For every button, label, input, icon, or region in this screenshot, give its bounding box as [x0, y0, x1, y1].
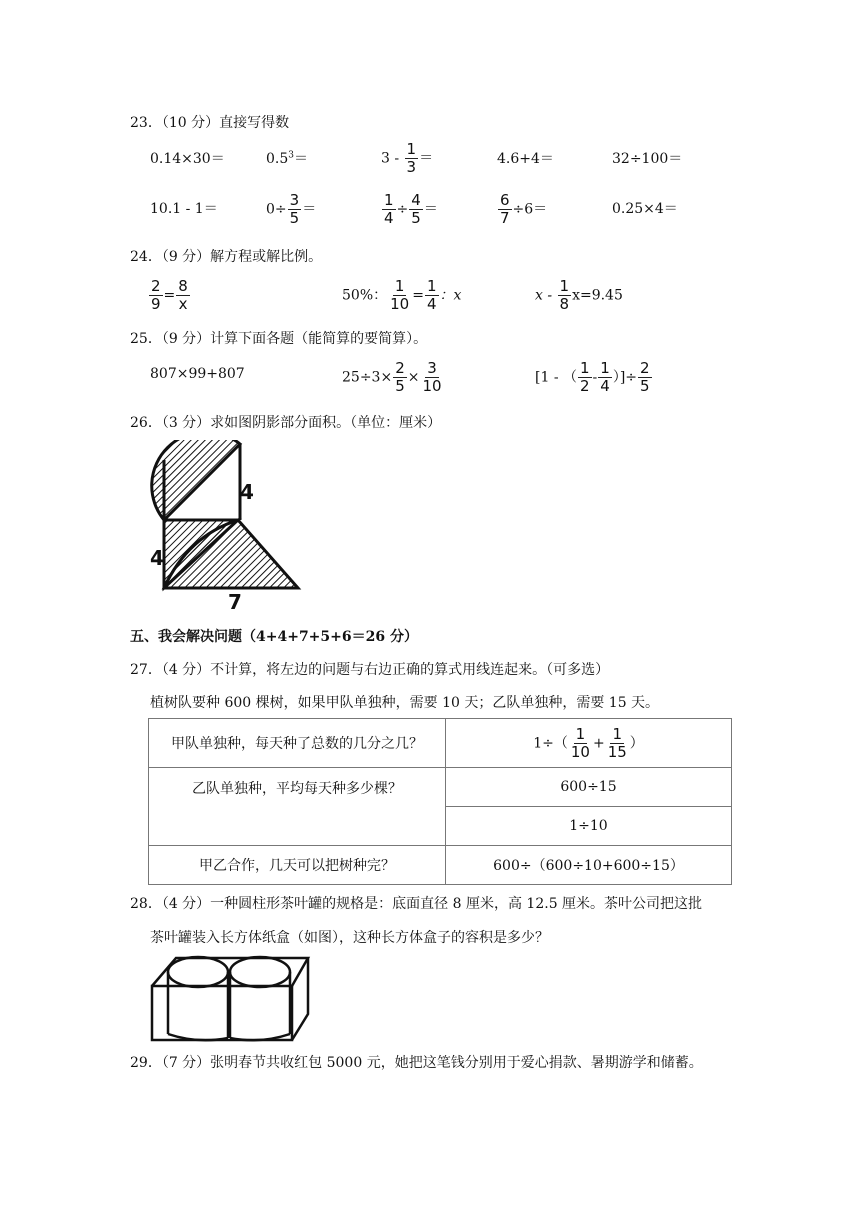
q24-header: 24．（9 分）解方程或解比例。 — [130, 249, 323, 265]
q27-header: 27．（4 分）不计算，将左边的问题与右边正确的算式用线连起来。（可多选） — [130, 662, 610, 678]
q27-right-2: 600÷15 — [446, 768, 732, 807]
q23-r2-a: 10.1 - 1＝ — [150, 201, 218, 217]
q28-line1: 28．（4 分）一种圆柱形茶叶罐的规格是：底面直径 8 厘米，高 12.5 厘米。茶叶公司把这批 — [130, 896, 703, 912]
q27-left-2: 乙队单独种，平均每天种多少棵？ — [149, 768, 446, 846]
q26-header: 26．（3 分）求如图阴影部分面积。（单位：厘米） — [130, 415, 442, 431]
q28-box-cylinders-figure — [148, 950, 314, 1044]
q26-label-4-right: 4 — [240, 480, 254, 504]
section5-title: 五、我会解决问题（4+4+7+5+6＝26 分） — [130, 629, 418, 645]
q24-eq3: x - $\frac{1}{8}$ x=9.45 — [535, 277, 623, 313]
q24-eq1: $\frac{2}{9}$ = $\frac{8}{x}$ — [151, 277, 188, 313]
q26-shaded-figure — [148, 440, 310, 612]
q26-label-7: 7 — [228, 590, 242, 614]
q23-r1-a: 0.14×30＝ — [150, 151, 225, 167]
q23-r1-b: $0.5^3=$ — [266, 150, 308, 167]
q27-left-1: 甲队单独种，每天种了总数的几分之几？ — [149, 719, 446, 768]
q23-header: 23．（10 分）直接写得数 — [130, 115, 290, 131]
q27-intro: 植树队要种 600 棵树，如果甲队单独种，需要 10 天；乙队单独种，需要 15 天。 — [150, 695, 660, 711]
q23-r2-e: 0.25×4＝ — [612, 201, 678, 217]
q23-r2-b: 0÷ $\frac{3}{5}$ ＝ — [266, 191, 317, 227]
q25-header: 25．（9 分）计算下面各题（能简算的要简算）。 — [130, 331, 428, 347]
q28-line2: 茶叶罐装入长方体纸盒（如图），这种长方体盒子的容积是多少？ — [150, 930, 549, 946]
q27-right-1: 1÷（ $\frac{1}{10}$ + $\frac{1}{15}$ ） — [446, 719, 732, 768]
q27-right-3: 1÷10 — [446, 807, 732, 846]
q25-expr2: 25÷3× $\frac{2}{5}$ × $\frac{3}{10}$ — [342, 359, 442, 395]
q27-matching-table — [148, 718, 732, 885]
q29-line1: 29．（7 分）张明春节共收红包 5000 元，她把这笔钱分别用于爱心捐款、暑期游学和储蓄。 — [130, 1055, 703, 1071]
q25-expr3: [1 - （ $\frac{1}{2}$ - $\frac{1}{4}$ ）]÷ $\frac{2}{5}$ — [535, 359, 650, 395]
q27-left-3: 甲乙合作，几天可以把树种完？ — [149, 846, 446, 885]
q26-label-4-left: 4 — [150, 546, 164, 570]
q24-eq2: 50%： $\frac{1}{10}$ = $\frac{1}{4}$ ：x — [342, 277, 462, 313]
q23-r1-e: 32÷100＝ — [612, 151, 683, 167]
q23-r1-c: 3 - $\frac{1}{3}$ ＝ — [381, 140, 434, 176]
q23-r1-d: 4.6+4＝ — [497, 151, 554, 167]
q23-r2-c: $\frac{1}{4}$ ÷ $\frac{4}{5}$ ＝ — [384, 191, 438, 227]
q23-r2-d: $\frac{6}{7}$ ÷6＝ — [500, 191, 548, 227]
q27-right-4: 600÷（600÷10+600÷15） — [446, 846, 732, 885]
q25-expr1: 807×99+807 — [150, 366, 245, 382]
